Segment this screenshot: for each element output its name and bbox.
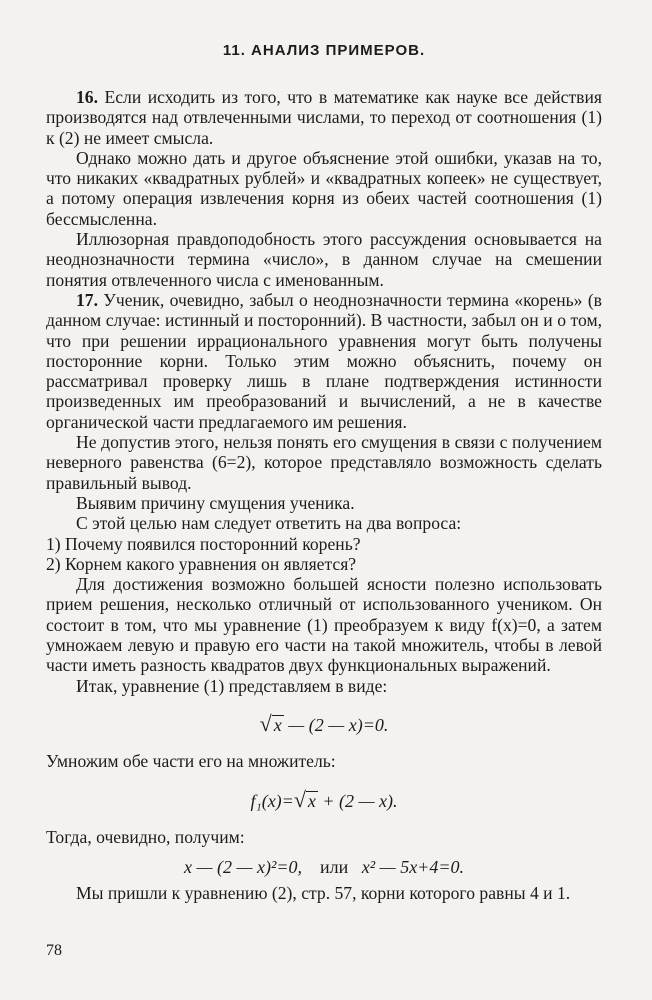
- paragraph-16: [46, 87, 602, 148]
- formula-3: [46, 857, 602, 877]
- formula-3-or: или: [320, 857, 349, 878]
- question-1: 1) Почему появился посторонний корень?: [46, 533, 361, 554]
- paragraph-illusory: Иллюзорная правдоподобность этого рассуждения основывается на неоднозначности термина «число», в данном случае на смешении понятия отвлеченного числа с именованным.: [46, 229, 602, 290]
- paragraph-then: Тогда, очевидно, получим:: [46, 826, 245, 847]
- paragraph-alt-explanation: Однако можно дать и другое объяснение этой ошибки, указав на то, что никаких «квадратных рублей» и «квадратных копеек» не существует, а потому операция извлечения корня из обеих частей соотношения (1) бессмысленна.: [46, 147, 602, 229]
- sqrt-sign: √: [293, 786, 306, 812]
- paragraph-multiply: Умножим обе части его на множитель:: [46, 751, 336, 772]
- item-number-17: 17.: [76, 289, 98, 310]
- page-number: 78: [46, 942, 62, 959]
- paragraph-16-text: Если исходить из того, что в математике как науке все действия производятся над отвлеченными числами, то переход от соотношения (1) к (2) не имеет смысла.: [46, 87, 602, 148]
- sqrt-sign: √: [259, 710, 272, 736]
- formula-2: [46, 786, 602, 812]
- paragraph-confusion: Не допустив этого, нельзя понять его смущения в связи с получением неверного равенства (6=2), которое представляло возможность сделать правильный вывод.: [46, 432, 602, 493]
- body-text: [46, 87, 602, 904]
- formula-2-lhs: f₁(x)=: [250, 790, 294, 811]
- running-header: 11. АНАЛИЗ ПРИМЕРОВ.: [222, 42, 426, 59]
- formula-2-rest: + (2 — x).: [317, 790, 398, 811]
- paragraph-method: Для достижения возможно большей ясности полезно использовать прием решения, несколько отличный от использованного учеником. Он состоит в том, что мы уравнение (1) преобразуем к виду f(x)=0, а затем умножаем левую и правую его части на такой множитель, чтобы в левой части иметь разность квадратов двух функциональных выражений.: [46, 574, 602, 676]
- paragraph-represent: Итак, уравнение (1) представляем в виде:: [76, 675, 388, 696]
- question-2: 2) Корнем какого уравнения он является?: [46, 553, 357, 574]
- radicand: x: [273, 714, 282, 735]
- paragraph-17-text: Ученик, очевидно, забыл о неоднозначности термина «корень» (в данном случае: истинный и посторонний). В частности, забыл он и о том, что при решении иррационального уравнения могут быть получены посторонние корни. Только этим можно объяснить, почему он рассматривал проверку лишь в плане подтверждения истинности произведенных им преобразований и вычислений, а не в качестве органической части предлагаемого им решения.: [46, 289, 602, 432]
- paragraph-conclusion: Мы пришли к уравнению (2), стр. 57, корни которого равны 4 и 1.: [76, 883, 571, 904]
- formula-1: [46, 710, 602, 736]
- paragraph-two-questions: С этой целью нам следует ответить на два вопроса:: [76, 513, 462, 534]
- formula-3-a: x — (2 — x)²=0,: [184, 857, 303, 878]
- formula-3-b: x² — 5x+4=0.: [361, 857, 464, 878]
- paragraph-17: [46, 290, 602, 432]
- item-number-16: 16.: [76, 87, 98, 107]
- formula-1-rest: — (2 — x)=0.: [283, 714, 389, 735]
- radicand: x: [307, 790, 316, 811]
- paragraph-reveal: Выявим причину смущения ученика.: [76, 492, 355, 513]
